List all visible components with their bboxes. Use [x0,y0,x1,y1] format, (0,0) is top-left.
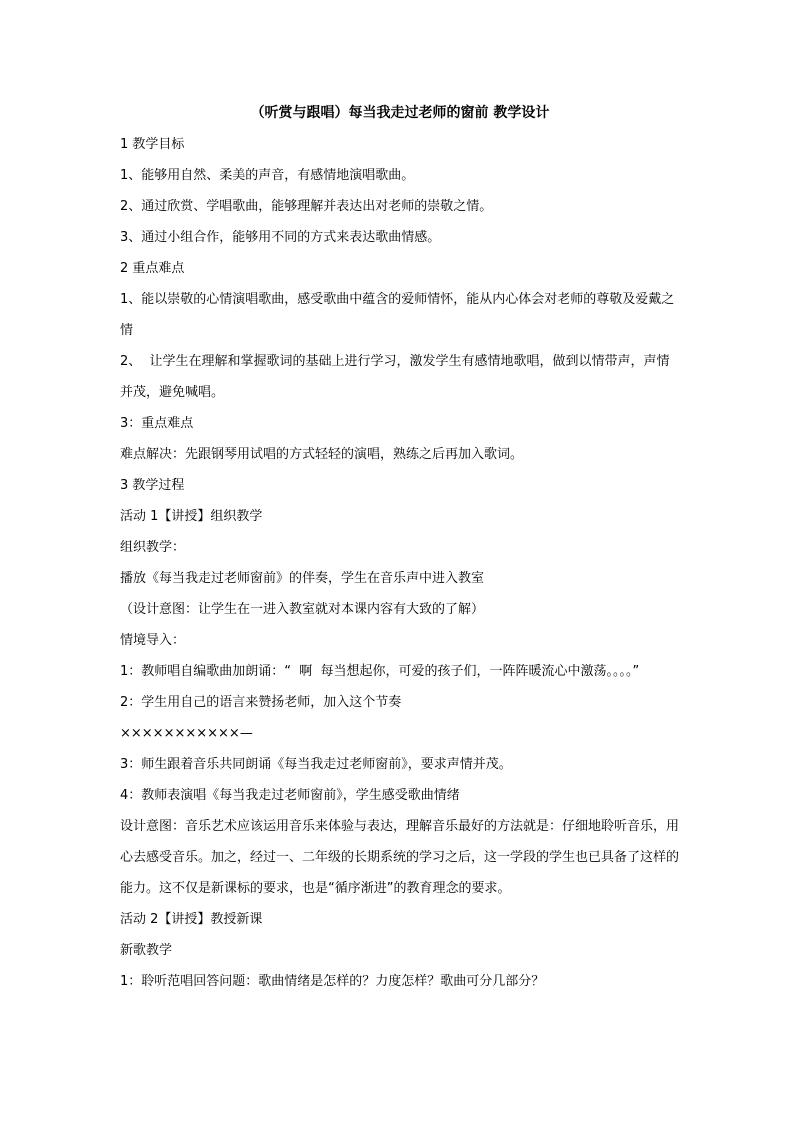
paragraph: 组织教学： [120,540,186,555]
document-title: （听赏与跟唱）每当我走过老师的窗前 教学设计 [250,105,550,121]
paragraph: 活动 2【讲授】教授新课 [120,912,263,927]
paragraph: 3、通过小组合作，能够用不同的方式来表达歌曲情感。 [120,230,441,245]
paragraph: 2 重点难点 [120,261,185,276]
paragraph: 4：教师表演唱《每当我走过老师窗前》，学生感受歌曲情绪 [120,788,460,803]
paragraph: ×××××××××××— [120,726,253,741]
paragraph: 1、能够用自然、柔美的声音，有感情地演唱歌曲。 [120,168,415,183]
paragraph: （设计意图：让学生在一进入教室就对本课内容有大致的了解） [120,602,485,617]
paragraph: 1：教师唱自编歌曲加朗诵：“ 啊 每当想起你，可爱的孩子们，一阵阵暖流心中激荡。。。。” [120,664,640,679]
paragraph: 难点解决：先跟钢琴用试唱的方式轻轻的演唱，熟练之后再加入歌词。 [120,447,524,462]
paragraph: 设计意图：音乐艺术应该运用音乐来体验与表达，理解音乐最好的方法就是：仔细地聆听音乐，用心去感受音乐。加之，经过一、二年级的长期系统的学习之后，这一学段的学生也已具备了这样的能力。这不仅是新课标的要求，也是“循序渐进”的教育理念的要求。 [120,819,680,896]
paragraph: 情境导入： [120,633,186,648]
paragraph: 3 教学过程 [120,478,185,493]
paragraph: 活动 1【讲授】组织教学 [120,509,263,524]
document-body [120,129,680,997]
paragraph: 3：重点难点 [120,416,194,431]
paragraph: 1、能以崇敬的心情演唱歌曲，感受歌曲中蕴含的爱师情怀，能从内心体会对老师的尊敬及爱戴之情 [120,292,675,338]
paragraph: 2、 让学生在理解和掌握歌词的基础上进行学习，激发学生有感情地歌唱，做到以情带声，声情并茂，避免喊唱。 [120,354,670,400]
paragraph: 新歌教学 [120,943,173,958]
paragraph: 1 教学目标 [120,137,185,152]
paragraph: 播放《每当我走过老师窗前》的伴奏，学生在音乐声中进入教室 [120,571,485,586]
document-page [120,103,680,997]
paragraph: 2：学生用自己的语言来赞扬老师，加入这个节奏 [120,695,402,710]
paragraph: 3：师生跟着音乐共同朗诵《每当我走过老师窗前》，要求声情并茂。 [120,757,512,772]
paragraph: 2、通过欣赏、学唱歌曲，能够理解并表达出对老师的崇敬之情。 [120,199,493,214]
paragraph: 1：聆听范唱回答问题：歌曲情绪是怎样的？力度怎样？歌曲可分几部分？ [120,974,545,989]
